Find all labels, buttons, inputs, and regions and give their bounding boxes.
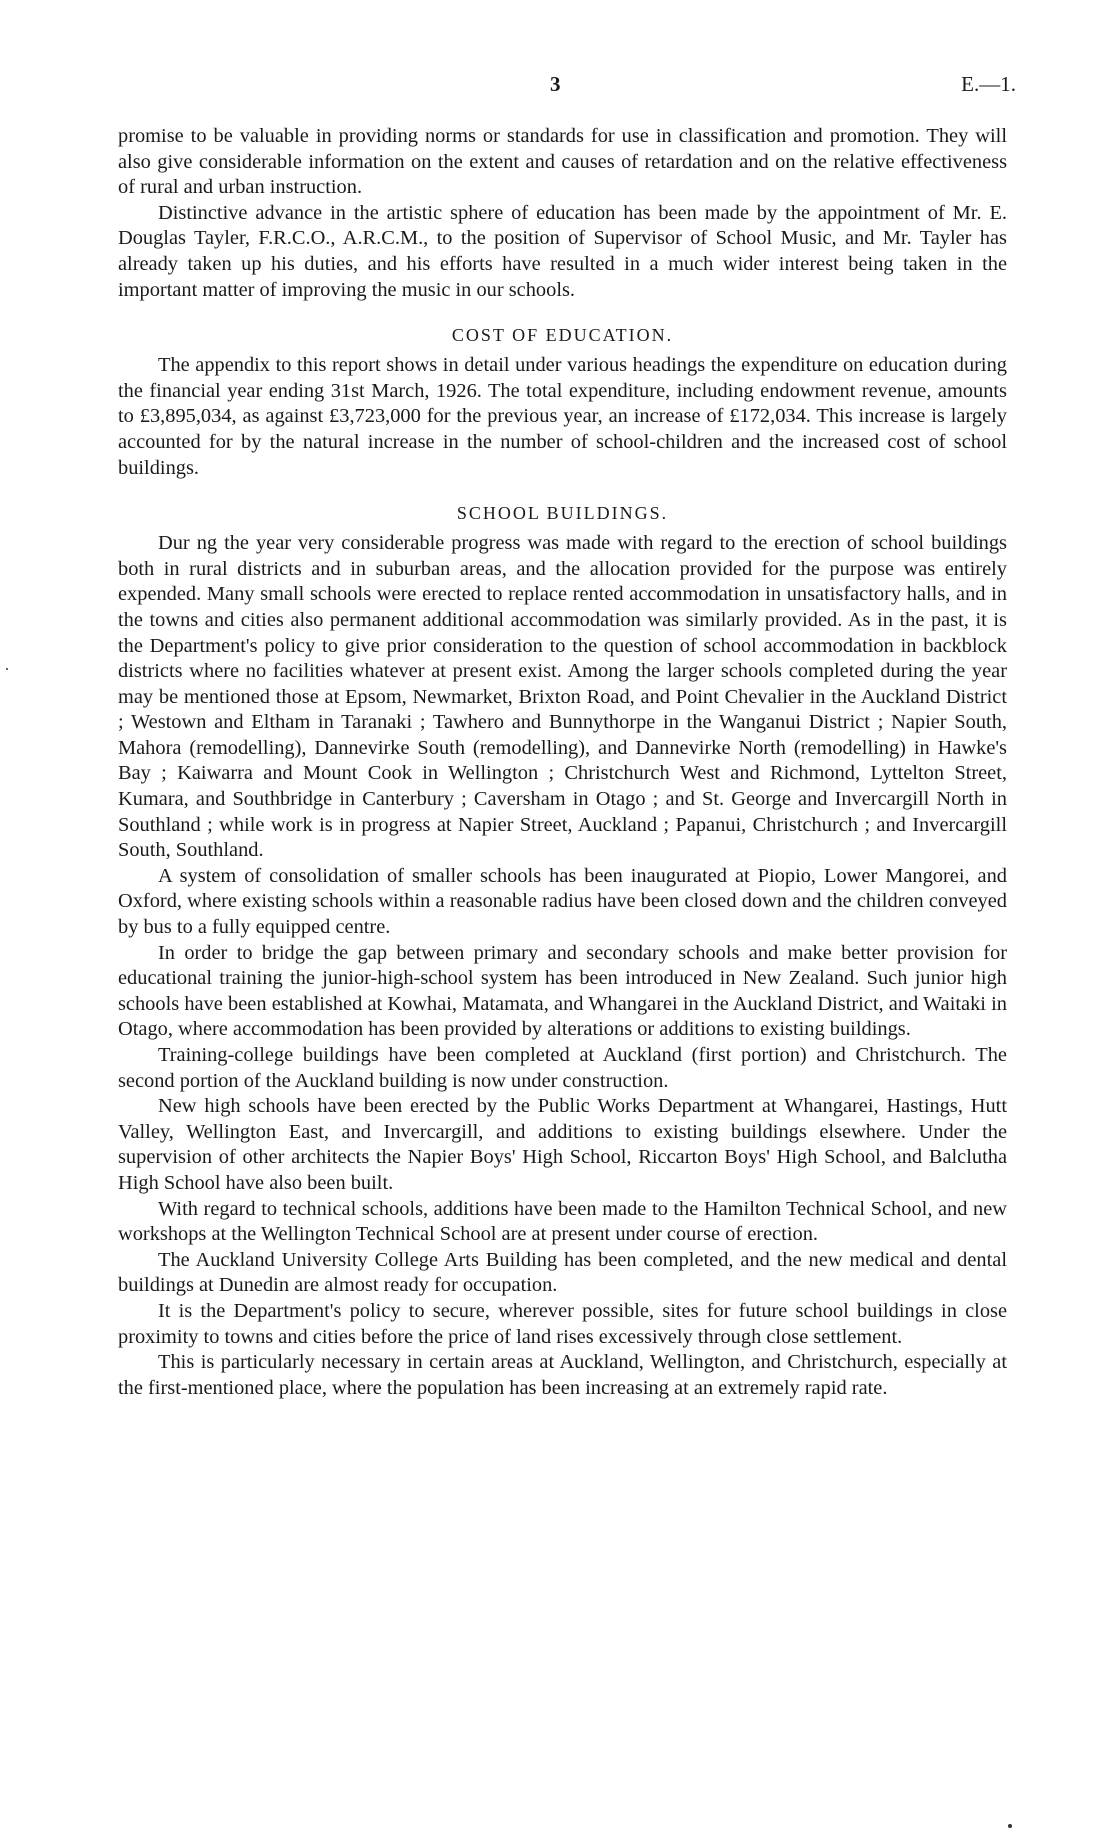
paragraph-population: This is particularly necessary in certain areas at Auckland, Wellington, and Christchurch, especially at the first-mentioned place, where the population has been increasing at an extremely rapid rate.: [118, 1351, 1007, 1399]
page-number: 3: [550, 72, 561, 96]
paragraph-expenditure: The appendix to this report shows in detail under various headings the expenditure on education during the financial year ending 31st March, 1926. The total expenditure, including endowment revenue, amounts to £3,895,034, as against £3,723,000 for the previous year, an increase of £172,034. This increase is largely accounted for by the natural increase in the number of school-children and the increased cost of school buildings.: [118, 354, 1007, 479]
scan-speck: [6, 668, 8, 670]
document-reference: E.—1.: [961, 72, 1016, 96]
paragraph-building-progress: Dur ng the year very considerable progress was made with regard to the erection of school buildings both in rural districts and in suburban areas, and the allocation provided for the purpose was entirely expended. Many small schools were erected to replace rented accommodation in unsatisfactory halls, and in the towns and cities also permanent additional accommodation was similarly provided. As in the past, it is the Department's policy to give prior consideration to the question of school accommodation in backblock districts where no facilities whatever at present exist. Among the larger schools completed during the year may be mentioned those at Epsom, Newmarket, Brixton Road, and Point Chevalier in the Auckland District ; Westown and Eltham in Taranaki ; Tawhero and Bunnythorpe in the Wanganui District ; Napier South, Mahora (remodelling), Dannevirke South (remodelling), and Dannevirke North (remodelling) in Hawke's Bay ; Kaiwarra and Mount Cook in Wellington ; Christchurch West and Richmond, Lyttelton Street, Kumara, and Southbridge in Canterbury ; Caversham in Otago ; and St. George and Invercargill North in Southland ; while work is in progress at Napier Street, Auckland ; Papanui, Christchurch ; and Invercargill South, Southland.: [118, 532, 1007, 862]
paragraph-continued: promise to be valuable in providing norms or standards for use in classification and promotion. They will also give considerable information on the extent and causes of retardation and on the relative effectiveness of rural and urban instruction.: [118, 125, 1007, 199]
paragraph-junior-high: In order to bridge the gap between primary and secondary schools and make better provision for educational training the junior-high-school system has been introduced in New Zealand. Such junior high schools have been established at Kowhai, Matamata, and Whangarei in the Auckland District, and Waitaki in Otago, where accommodation has been provided by alterations or additions to existing buildings.: [118, 941, 1007, 1041]
section-heading-school-buildings: SCHOOL BUILDINGS.: [456, 503, 669, 524]
body-text: [118, 124, 1007, 1401]
paragraph-consolidation: A system of consolidation of smaller schools has been inaugurated at Piopio, Lower Mangorei, and Oxford, where existing schools within a reasonable radius have been closed down and the children conveyed by bus to a fully equipped centre.: [118, 864, 1007, 939]
page-header: [118, 72, 1016, 100]
section-heading-cost-of-education: COST OF EDUCATION.: [451, 325, 674, 346]
paragraph-music-supervisor: Distinctive advance in the artistic sphere of education has been made by the appointment of Mr. E. Douglas Tayler, F.R.C.O., A.R.C.M., to the position of Supervisor of School Music, and Mr. Tayler has already taken up his duties, and his efforts have resulted in a much wider interest being taken in the important matter of improving the music in our schools.: [118, 201, 1007, 301]
paragraph-high-schools: New high schools have been erected by the Public Works Department at Whangarei, Hastings, Hutt Valley, Wellington East, and Invercargill, and additions to existing buildings elsewhere. Under the supervision of other architects the Napier Boys' High School, Riccarton Boys' High School, and Balclutha High School have also been built.: [118, 1095, 1007, 1194]
paragraph-technical-schools: With regard to technical schools, additions have been made to the Hamilton Technical School, and new workshops at the Wellington Technical School are at present under course of erection.: [118, 1197, 1007, 1246]
paragraph-training-college: Training-college buildings have been completed at Auckland (first portion) and Christchurch. The second portion of the Auckland building is now under construction.: [118, 1044, 1007, 1092]
paragraph-university: The Auckland University College Arts Building has been completed, and the new medical and dental buildings at Dunedin are almost ready for occupation.: [118, 1248, 1007, 1297]
paragraph-land-sites: It is the Department's policy to secure, wherever possible, sites for future school buildings in close proximity to towns and cities before the price of land rises excessively through close settlement.: [118, 1299, 1007, 1348]
scan-speck: [1008, 1824, 1012, 1828]
